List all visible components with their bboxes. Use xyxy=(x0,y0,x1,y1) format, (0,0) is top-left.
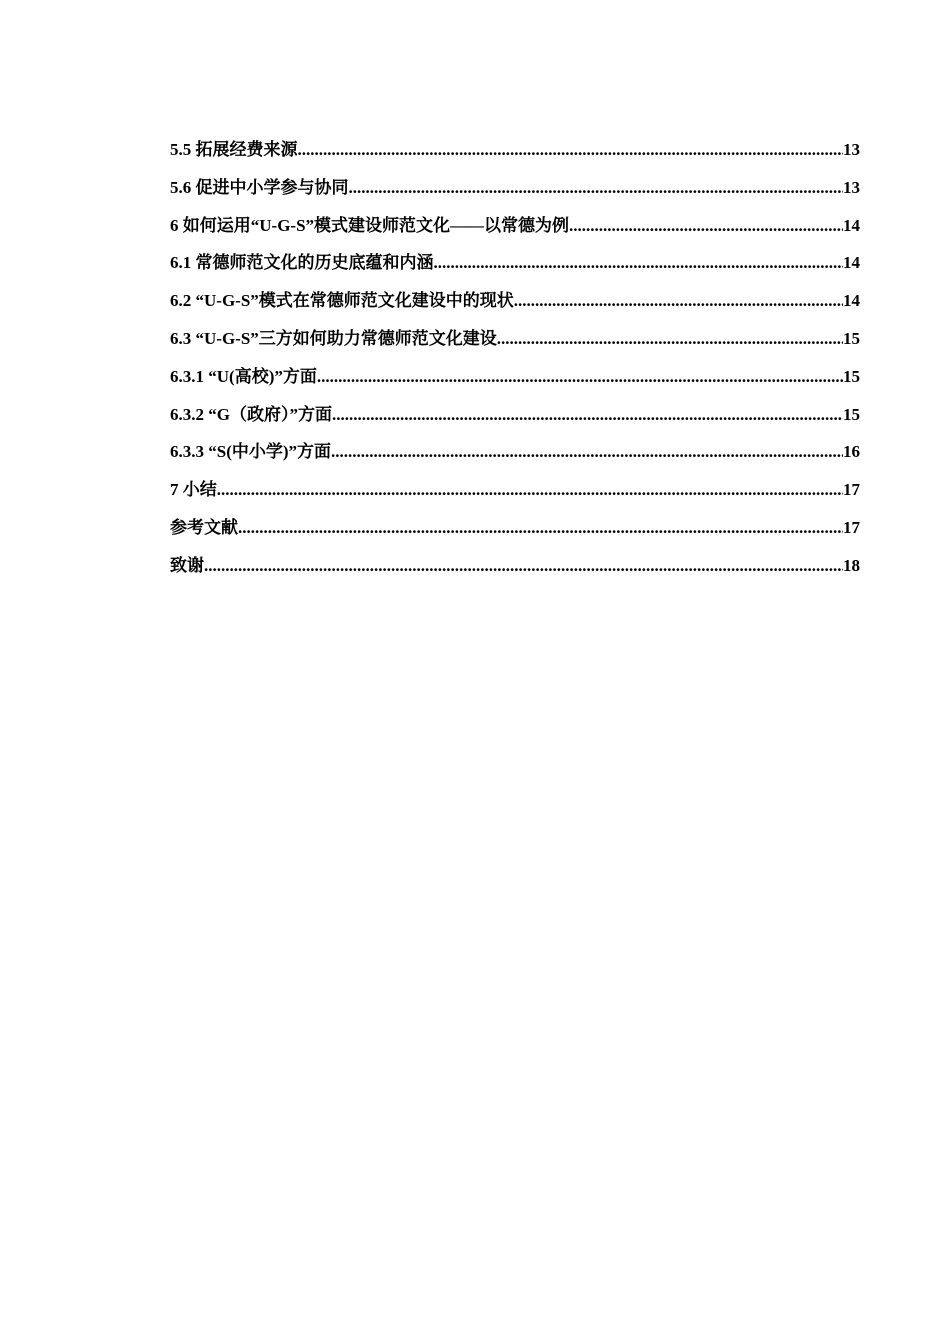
toc-entry-page: 13 xyxy=(843,177,860,197)
toc-dot-leader xyxy=(569,212,843,240)
toc-entry[interactable] xyxy=(170,438,860,476)
toc-entry-page: 16 xyxy=(843,442,860,462)
toc-dot-leader xyxy=(332,401,843,429)
toc-entry-page: 15 xyxy=(843,328,860,348)
toc-entry-page: 13 xyxy=(843,140,860,159)
toc-entry-title: 6 如何运用“U-G-S”模式建设师范文化——以常德为例 xyxy=(170,215,570,235)
toc-entry[interactable] xyxy=(170,287,860,325)
toc-entry-title: 5.5 拓展经费来源 xyxy=(170,140,298,159)
toc-entry-page: 18 xyxy=(843,555,860,575)
toc-entry-title: 致谢 xyxy=(170,555,204,575)
toc-entry[interactable] xyxy=(170,212,860,250)
toc-entry[interactable] xyxy=(170,325,860,363)
toc-entry[interactable] xyxy=(170,249,860,287)
toc-entry-title: 6.2 “U-G-S”模式在常德师范文化建设中的现状 xyxy=(170,291,514,311)
toc-entry-title: 6.3.3 “S(中小学)”方面 xyxy=(170,442,332,462)
toc-entry[interactable] xyxy=(170,476,860,514)
toc-entry-title: 7 小结 xyxy=(170,480,217,500)
toc-entry-page: 15 xyxy=(843,366,860,386)
toc-entry[interactable] xyxy=(170,552,860,590)
toc-entry[interactable] xyxy=(170,363,860,401)
toc-dot-leader xyxy=(349,174,844,202)
toc-dot-leader xyxy=(317,363,843,391)
toc-entry-page: 14 xyxy=(843,215,860,235)
toc-entry-title: 5.6 促进中小学参与协同 xyxy=(170,177,349,197)
toc-dot-leader xyxy=(331,438,843,466)
toc-dot-leader xyxy=(217,476,843,504)
toc-entry-page: 15 xyxy=(843,404,860,424)
toc-dot-leader xyxy=(204,552,843,580)
toc-entry-title: 参考文献 xyxy=(170,517,238,537)
toc-entry-page: 17 xyxy=(843,480,860,500)
toc-dot-leader xyxy=(238,514,843,542)
toc-entry-title: 6.3.1 “U(高校)”方面 xyxy=(170,366,317,386)
toc-dot-leader xyxy=(514,287,843,315)
toc-entry[interactable] xyxy=(170,514,860,552)
toc-dot-leader xyxy=(497,325,843,353)
toc-entry[interactable] xyxy=(170,401,860,439)
table-of-contents xyxy=(170,136,860,590)
toc-entry[interactable] xyxy=(170,136,860,174)
toc-entry-title: 6.3 “U-G-S”三方如何助力常德师范文化建设 xyxy=(170,328,497,348)
toc-entry-page: 17 xyxy=(843,517,860,537)
toc-entry-title: 6.3.2 “G（政府）”方面 xyxy=(170,404,332,424)
toc-entry-page: 14 xyxy=(843,291,860,311)
toc-entry[interactable] xyxy=(170,174,860,212)
toc-dot-leader xyxy=(434,249,844,277)
toc-entry-page: 14 xyxy=(843,253,860,273)
toc-entry-title: 6.1 常德师范文化的历史底蕴和内涵 xyxy=(170,253,434,273)
toc-dot-leader xyxy=(298,136,844,164)
